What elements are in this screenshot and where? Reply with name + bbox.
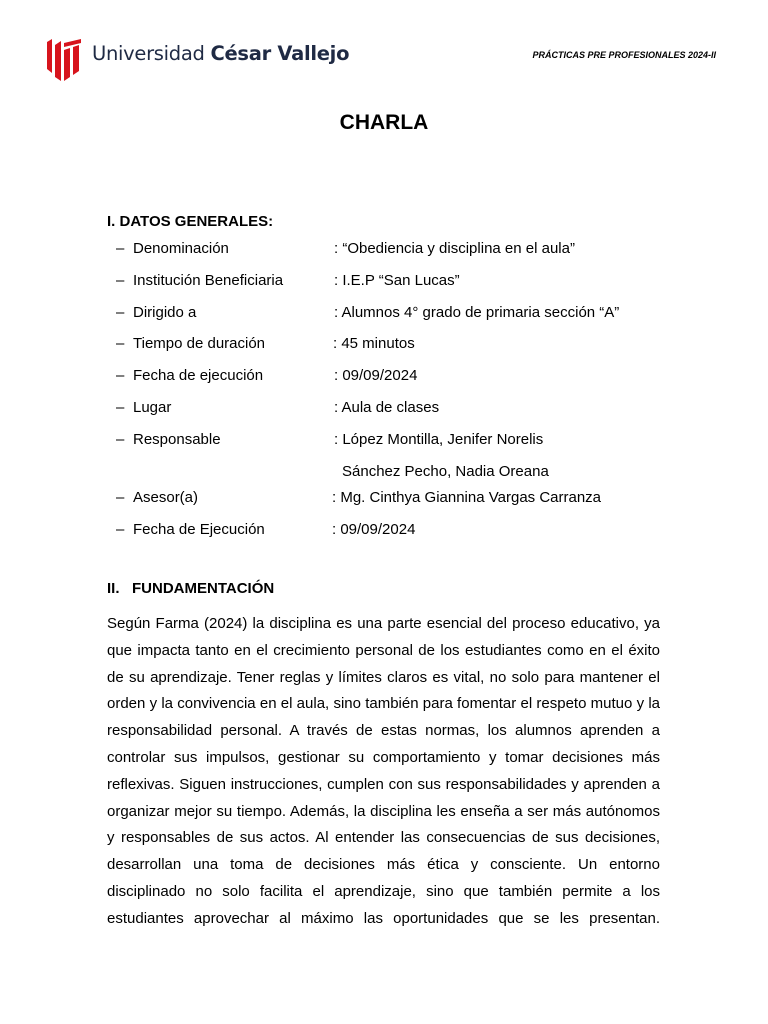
data-row-asesor: – Asesor(a) : Mg. Cinthya Giannina Vargas Carranza xyxy=(116,489,602,506)
data-row-fecha-ejecucion: – Fecha de Ejecución : 09/09/2024 xyxy=(116,521,416,538)
data-row-responsable-2: Sánchez Pecho, Nadia Oreana xyxy=(342,463,549,480)
section1-heading: I. DATOS GENERALES: xyxy=(107,213,274,230)
data-row-tiempo: – Tiempo de duración : 45 minutos xyxy=(116,335,415,352)
data-row-fecha: – Fecha de ejecución : 09/09/2024 xyxy=(116,367,418,384)
data-row-lugar: – Lugar : Aula de clases xyxy=(116,399,440,416)
practicas-label: PRÁCTICAS PRE PROFESIONALES 2024-II xyxy=(532,50,716,60)
section2-heading: II. FUNDAMENTACIÓN xyxy=(107,580,275,597)
university-name: Universidad César Vallejo xyxy=(92,42,350,65)
page-header xyxy=(0,0,768,100)
university-logo-icon xyxy=(47,39,81,81)
data-row-denominacion: – Denominación : “Obediencia y disciplina en el aula” xyxy=(116,240,575,257)
data-row-responsable: – Responsable : López Montilla, Jenifer Norelis xyxy=(116,431,544,448)
data-row-institucion: – Institución Beneficiaria : I.E.P “San Lucas” xyxy=(116,272,460,289)
data-row-dirigido: – Dirigido a : Alumnos 4° grado de primaria sección “A” xyxy=(116,304,620,321)
document-title: CHARLA xyxy=(339,111,429,134)
fundamentacion-paragraph: Según Farma (2024) la disciplina es una parte esencial del proceso educativo, ya que impacta tanto en el crecimiento personal de los estudiantes como en el éxito de su aprendizaje. Tener reglas y límites claros es vital, no solo para mantener el orden y la convivencia en el aula, sino también para fomentar el respeto mutuo y la responsabilidad personal. A través de estas normas, los alumnos aprenden a controlar sus impulsos, gestionar su comportamiento y tomar decisiones más reflexivas. Siguen instrucciones, cumplen con sus responsabilidades y aprenden a organizar mejor su tiempo. Además, la disciplina les enseña a ser más autónomos y responsables de sus actos. Al entender las consecuencias de sus decisiones, desarrollan una toma de decisiones más ética y consciente. Un entorno disciplinado no solo facilita el aprendizaje, sino que también permite a los estudiantes aprovechar al máximo las oportunidades que se les presentan. xyxy=(107,615,660,927)
